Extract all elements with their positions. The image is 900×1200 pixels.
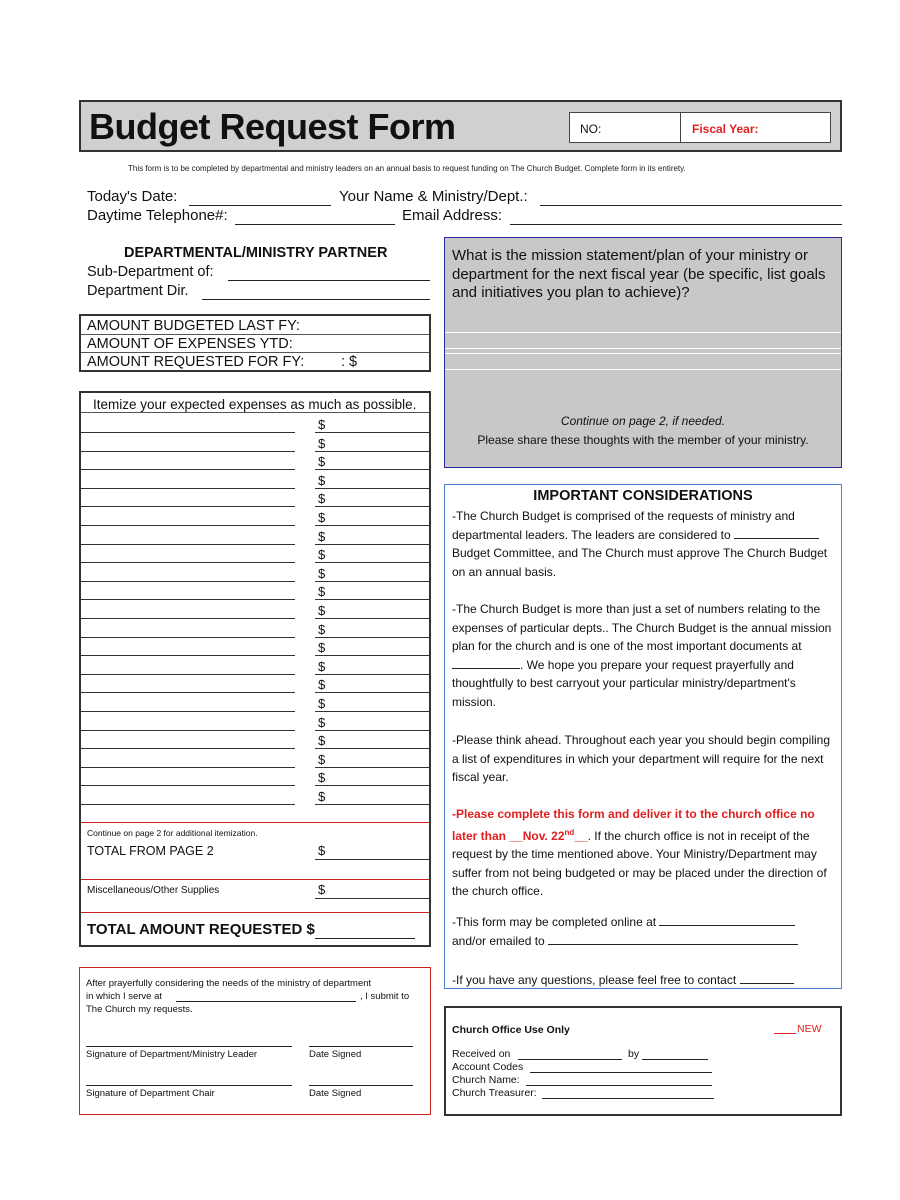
expense-dollar-sign: $: [318, 658, 326, 674]
consideration-2-text: -The Church Budget is more than just a set of numbers relating to the expenses of particular depts.. The Church Budget is the annual mission plan for the church and is one of the most important documents at: [452, 602, 832, 654]
received-on-label: Received on: [452, 1048, 511, 1060]
expense-item-row: [81, 452, 429, 470]
received-on-field[interactable]: [518, 1059, 622, 1060]
continue-note: Continue on page 2 for additional itemization.: [87, 828, 258, 838]
mission-continue-note: Continue on page 2, if needed.: [560, 414, 726, 428]
divider: [445, 353, 841, 354]
consideration-3: -Please think ahead. Throughout each year you should begin compiling a list of expenditures in which your department will require for the next fiscal year.: [452, 733, 831, 785]
expense-dollar-sign: $: [318, 733, 326, 749]
daytime-phone-label: Daytime Telephone#:: [87, 207, 228, 224]
deadline-superscript: nd: [564, 827, 575, 837]
signature-statement-line1: After prayerfully considering the needs of the ministry of department: [86, 978, 372, 989]
church-treasurer-label: Church Treasurer:: [452, 1087, 537, 1099]
expense-dollar-sign: $: [318, 751, 326, 767]
total-requested-field[interactable]: [315, 938, 415, 939]
misc-supplies-field[interactable]: [315, 898, 429, 899]
account-codes-label: Account Codes: [452, 1061, 524, 1073]
expense-description-field[interactable]: [81, 804, 295, 805]
contact-text: -If you have any questions, please feel free to contact: [452, 973, 737, 987]
email-to-field[interactable]: [548, 934, 798, 945]
divider: [680, 113, 681, 142]
expense-dollar-sign: $: [318, 603, 326, 618]
email-label: Email Address:: [402, 207, 503, 224]
considerations-heading: IMPORTANT CONSIDERATIONS: [533, 488, 753, 504]
expense-item-row: [81, 750, 429, 768]
divider: [81, 334, 429, 335]
consideration-1-text: -The Church Budget is comprised of the requests of ministry and departmental leaders. The leaders are considered to: [452, 509, 795, 542]
received-by-label: by: [628, 1048, 640, 1060]
name-ministry-field[interactable]: [540, 205, 842, 206]
email-field[interactable]: [510, 224, 842, 225]
expense-item-row: [81, 713, 429, 731]
expense-dollar-sign: $: [318, 789, 326, 804]
expense-item-row: [81, 694, 429, 712]
misc-supplies-label: Miscellaneous/Other Supplies: [87, 885, 220, 896]
new-label: NEW: [797, 1023, 822, 1035]
account-codes-field[interactable]: [530, 1072, 712, 1073]
expense-dollar-sign: $: [318, 435, 326, 451]
divider: [445, 348, 841, 349]
expense-dollar-sign: $: [318, 714, 326, 730]
amounts-box: [79, 314, 431, 372]
expense-item-row: [81, 434, 429, 452]
blank-line: [734, 528, 819, 539]
expense-dollar-sign: $: [318, 584, 326, 600]
office-use-title: Church Office Use Only: [452, 1024, 570, 1036]
red-divider: [81, 879, 429, 880]
expense-item-row: [81, 508, 429, 526]
todays-date-label: Today's Date:: [87, 188, 178, 205]
expenses-ytd-label: AMOUNT OF EXPENSES YTD:: [87, 336, 293, 352]
form-number-label: NO:: [580, 122, 602, 136]
signature-statement-line2a: in which I serve at: [86, 991, 163, 1002]
expense-dollar-sign: $: [318, 677, 326, 693]
expense-item-row: [81, 601, 429, 619]
red-divider: [81, 912, 429, 913]
requested-fy-label: AMOUNT REQUESTED FOR FY:: [87, 354, 305, 370]
form-number-fiscal-year-box: [569, 112, 831, 143]
blank-line: [452, 658, 520, 669]
important-considerations-box: [444, 484, 842, 989]
itemize-expenses-box: [79, 391, 431, 947]
expense-item-row: [81, 620, 429, 638]
leader-signature-field[interactable]: [86, 1046, 292, 1047]
dept-section-title: DEPARTMENTAL/MINISTRY PARTNER: [124, 245, 388, 261]
expense-dollar-sign: $: [318, 472, 326, 488]
expense-item-row: [81, 527, 429, 545]
sub-department-label: Sub-Department of:: [87, 264, 214, 280]
church-name-label: Church Name:: [452, 1074, 520, 1086]
expense-dollar-sign: $: [318, 528, 326, 544]
requested-fy-value[interactable]: : $: [341, 354, 358, 370]
budgeted-last-fy-label: AMOUNT BUDGETED LAST FY:: [87, 318, 300, 334]
expense-item-row: [81, 545, 429, 563]
mission-share-note: Please share these thoughts with the member of your ministry.: [477, 433, 809, 447]
signature-statement-line2b: , I submit to: [360, 991, 410, 1002]
serve-at-field[interactable]: [176, 1001, 356, 1002]
church-treasurer-field[interactable]: [542, 1098, 714, 1099]
total-requested-label: TOTAL AMOUNT REQUESTED $: [87, 921, 315, 938]
church-office-box: [444, 1006, 842, 1116]
deadline-underscore: __: [574, 828, 588, 843]
total-page2-field[interactable]: [315, 859, 429, 860]
expense-item-row: [81, 582, 429, 600]
expense-dollar-sign: $: [318, 565, 326, 581]
daytime-phone-field[interactable]: [235, 224, 395, 225]
expense-item-row: [81, 731, 429, 749]
red-divider: [81, 822, 429, 823]
chair-signature-field[interactable]: [86, 1085, 292, 1086]
contact-field[interactable]: [740, 973, 794, 984]
chair-date-label: Date Signed: [309, 1088, 362, 1099]
consideration-2: [452, 600, 836, 712]
expense-item-row: [81, 489, 429, 507]
form-instructions: This form is to be completed by departmental and ministry leaders on an annual basis to request funding on The Church Budget. Complete form in its entirety.: [128, 164, 686, 173]
expense-dollar-sign: $: [318, 491, 326, 507]
chair-signature-label: Signature of Department Chair: [86, 1088, 215, 1099]
chair-date-field[interactable]: [309, 1085, 413, 1086]
consideration-2-text-cont: . We hope you prepare your request prayerfully and thoughtfully to best carryout your particular ministry/department's mission.: [452, 657, 796, 709]
signature-box: [79, 967, 431, 1115]
consideration-6: [452, 971, 836, 990]
divider: [445, 332, 841, 333]
expense-item-row: [81, 768, 429, 786]
expense-item-row: [81, 415, 429, 433]
expense-dollar-sign: $: [318, 417, 326, 432]
expense-item-row: [81, 638, 429, 656]
deadline-text-cont: . If the church office is not in receipt of the request by the time mentioned above. Your Ministry/Department may suffer from not being budgeted or may be placed under the direction of the church office.: [452, 828, 827, 899]
form-header: [79, 100, 842, 152]
total-page2-label: TOTAL FROM PAGE 2: [87, 844, 214, 858]
expense-item-row: [81, 471, 429, 489]
expense-item-row: [81, 657, 429, 675]
consideration-4: [452, 805, 836, 901]
consideration-5: [452, 913, 836, 950]
misc-supplies-dollar: $: [318, 882, 326, 897]
church-name-field[interactable]: [526, 1085, 712, 1086]
expense-item-row: [81, 675, 429, 693]
name-ministry-label: Your Name & Ministry/Dept.:: [339, 188, 528, 205]
deadline-text: -Please complete this form and deliver it to the church office no later than __Nov. 22: [452, 807, 815, 843]
expense-dollar-sign: $: [318, 770, 326, 786]
expense-dollar-sign: $: [318, 547, 326, 563]
online-text: -This form may be completed online at: [452, 915, 657, 929]
divider: [445, 369, 841, 370]
fiscal-year-label: Fiscal Year:: [692, 122, 759, 136]
leader-signature-label: Signature of Department/Ministry Leader: [86, 1049, 258, 1060]
total-page2-dollar: $: [318, 843, 326, 858]
department-dir-field[interactable]: [202, 299, 430, 300]
divider: [81, 352, 429, 353]
signature-statement-line3: The Church my requests.: [86, 1004, 193, 1015]
leader-date-label: Date Signed: [309, 1049, 362, 1060]
itemize-heading: Itemize your expected expenses as much as possible.: [93, 397, 417, 412]
department-dir-label: Department Dir.: [87, 283, 189, 299]
expense-dollar-sign: $: [318, 640, 326, 656]
expense-item-row: [81, 564, 429, 582]
expense-item-row: [81, 787, 429, 805]
divider: [81, 412, 429, 413]
expense-dollar-sign: $: [318, 454, 326, 470]
expense-dollar-sign: $: [318, 696, 326, 711]
page-title: Budget Request Form: [89, 106, 456, 147]
leader-date-field[interactable]: [309, 1046, 413, 1047]
online-url-field[interactable]: [659, 915, 795, 926]
received-by-field[interactable]: [642, 1059, 708, 1060]
mission-statement-box[interactable]: [444, 237, 842, 468]
consideration-1-text-cont: Budget Committee, and The Church must approve The Church Budget on an annual basis.: [452, 546, 828, 579]
todays-date-field[interactable]: [189, 205, 331, 206]
sub-department-field[interactable]: [228, 280, 430, 281]
expense-amount-field[interactable]: [315, 804, 429, 805]
new-field[interactable]: [774, 1033, 796, 1034]
consideration-1: [452, 507, 836, 581]
expense-dollar-sign: $: [318, 510, 326, 525]
expense-dollar-sign: $: [318, 621, 326, 637]
emailed-to-text: and/or emailed to: [452, 933, 545, 948]
mission-question: What is the mission statement/plan of your ministry or department for the next fiscal year (be specific, list goals and initiatives you plan to achieve)?: [452, 247, 826, 301]
